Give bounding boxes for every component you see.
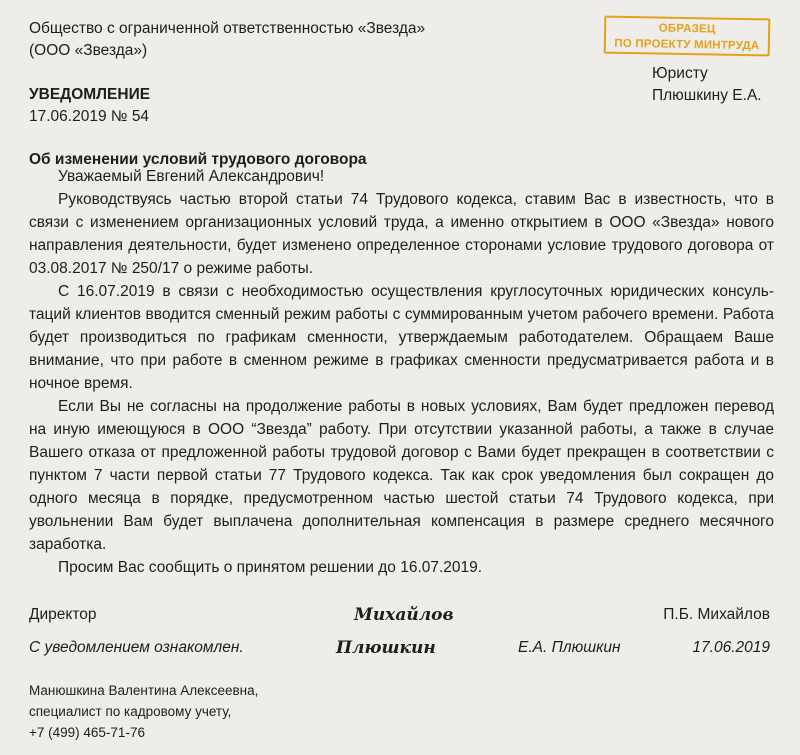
organization-full-name: Общество с ограниченной ответственностью «Звезда» <box>29 20 426 37</box>
signer-title: Директор <box>29 606 97 623</box>
signer-name: П.Б. Михайлов <box>663 606 770 623</box>
body-paragraph: С 16.07.2019 в связи с необходимостью осуществления круглосуточных юридических консультаций клиентов вводится сменный режим работы с суммированным учетом рабочего времени. Работа будет производиться по графикам сменности, утверждаемым работодателем. Обращаем Ваше внимание, что при работе в сменном режиме в графиках сменности предусматривается работа и в ночное время. <box>29 283 774 392</box>
organization-short-name: (ООО «Звезда») <box>29 42 148 59</box>
body-paragraph: Руководствуясь частью второй статьи 74 Трудового кодекса, ставим Вас в известность, что в связи с изменением организационных условий труда, а именно открытием в ООО «Звезда» нового направления деятельности, будет изменено определенное сторонами условие трудового договора от 03.08.2017 № 250/17 о режиме работы. <box>29 191 774 277</box>
addressee-position: Юристу <box>652 65 708 82</box>
organization-header <box>29 18 425 62</box>
contact-name: Манюшкина Валентина Алексеевна, <box>29 683 259 698</box>
employee-signature: Плюшкин <box>336 638 436 658</box>
document-body <box>29 165 774 579</box>
addressee-block <box>652 63 762 107</box>
body-paragraph: Просим Вас сообщить о принятом решении до 16.07.2019. <box>58 559 483 576</box>
contact-position: специалист по кадровому учету, <box>29 704 232 719</box>
document-date-number: 17.06.2019 № 54 <box>29 108 150 125</box>
contact-phone: +7 (499) 465-71-76 <box>29 725 145 740</box>
director-signature: Михайлов <box>354 605 454 625</box>
greeting: Уважаемый Евгений Александрович! <box>58 168 325 185</box>
acknowledgement-text: С уведомлением ознакомлен. <box>29 639 244 656</box>
document-type: УВЕДОМЛЕНИЕ <box>29 86 151 103</box>
addressee-name: Плюшкину Е.А. <box>652 87 762 104</box>
sample-stamp <box>604 16 771 57</box>
employee-name: Е.А. Плюшкин <box>518 639 621 656</box>
acknowledgement-date: 17.06.2019 <box>692 639 770 656</box>
contact-block <box>29 680 258 743</box>
stamp-line-1: ОБРАЗЕЦ <box>658 22 716 36</box>
stamp-line-2: ПО ПРОЕКТУ МИНТРУДА <box>614 37 760 53</box>
body-paragraph: Если Вы не согласны на продолжение работы в новых условиях, Вам будет предложен перевод на иную имеющуюся в ООО “Звезда” работу. При отсутствии указанной работы, а также в случае Вашего отказа от предложенной работы трудовой договор с Вами будет прекращен в соответствии с пунктом 7 части первой статьи 77 Трудового кодекса. Так как срок уведомления был сокращен до одного месяца в порядке, предусмотренном частью шестой статьи 74 Трудового кодекса, при увольнении Вам будет выплачена дополнительная компенсация в размере среднего месячного заработка. <box>29 398 774 553</box>
document-subject: Об изменении условий трудового договора <box>29 151 367 168</box>
